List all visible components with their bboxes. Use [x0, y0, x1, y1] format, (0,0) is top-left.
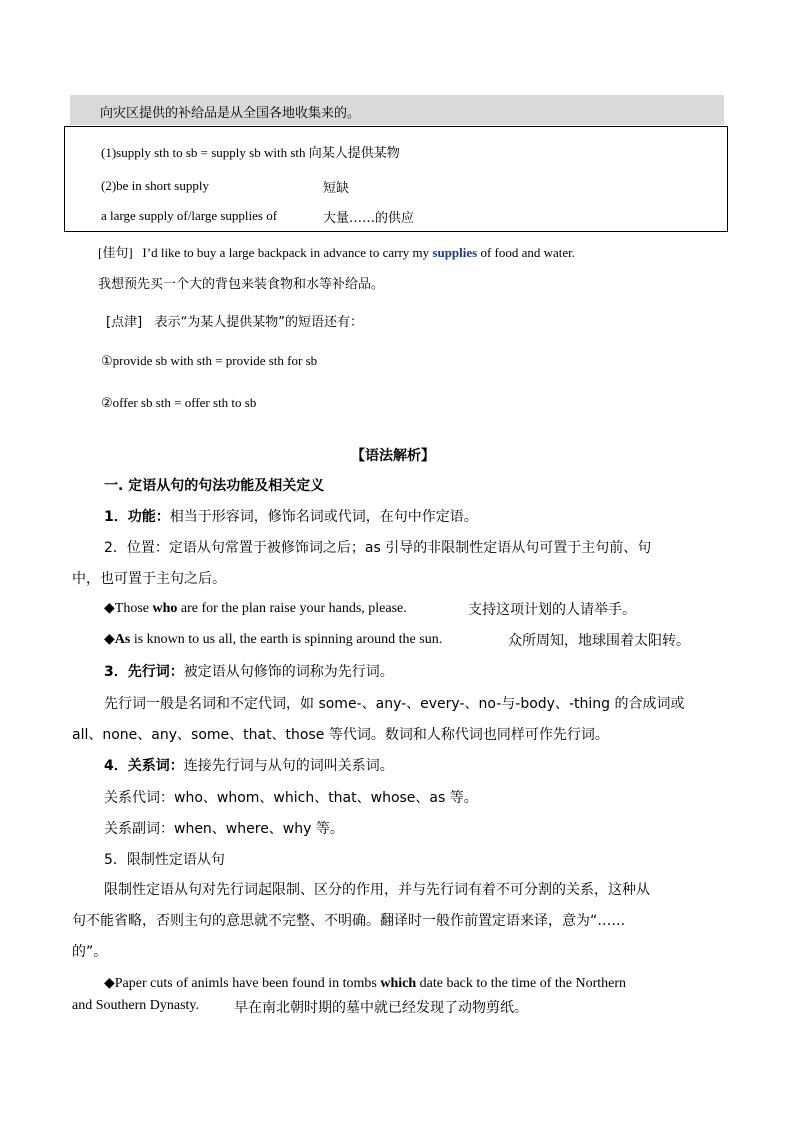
- point-5-line-1: 限制性定语从句对先行词起限制、区分的作用，并与先行词有着不可分割的关系，这种从: [104, 882, 650, 898]
- note-item-2: ②offer sb sth = offer sth to sb: [101, 395, 257, 410]
- phrase-line-2-cn: 短缺: [323, 181, 350, 196]
- example-en-after: of food and water.: [477, 245, 576, 260]
- phrase-line-2-en: (2)be in short supply: [101, 178, 209, 193]
- point-3-line-1: 先行词一般是名词和不定代词，如 some-、any-、every-、no-与-body、-thing 的合成词或: [104, 696, 685, 712]
- part1-title: 一. 定语从句的句法功能及相关定义: [104, 478, 325, 494]
- example-tag: [佳句]: [98, 245, 133, 260]
- note-item-1: ①provide sb with sth = provide sth for sb: [101, 353, 318, 368]
- point-1-label: 1．功能：: [104, 509, 170, 525]
- relative-adverbs: 关系副词：when、where、why 等。: [104, 821, 344, 837]
- example-as: [104, 631, 442, 648]
- point-2-line-1: 2．位置：定语从句常置于被修饰词之后；as 引导的非限制性定语从句可置于主句前、句: [104, 540, 652, 556]
- phrase-line-1: (1)supply sth to sb = supply sb with sth 向某人提供某物: [101, 145, 400, 160]
- point-4: [104, 755, 394, 775]
- ex2-post: is known to us all, the earth is spinning around the sun.: [130, 632, 443, 647]
- example-those-who: [104, 600, 407, 617]
- point-5-line-2: 句不能省略，否则主句的意思就不完整、不明确。翻译时一般作前置定语来译，意为“……: [72, 913, 626, 929]
- section-title: 【语法解析】: [351, 448, 435, 464]
- ex1-post: are for the plan raise your hands, please.: [177, 601, 407, 616]
- point-2-line-2: 中，也可置于主句之后。: [72, 571, 226, 587]
- example-paper-cuts-translation: 早在南北朝时期的墓中就已经发现了动物剪纸。: [234, 1000, 528, 1016]
- ex3-post: date back to the time of the Northern: [416, 976, 627, 991]
- point-1: [104, 506, 478, 526]
- point-3-line-2: all、none、any、some、that、those 等代词。数词和人称代词也同样可作先行词。: [72, 727, 609, 743]
- point-4-label: 4．关系词：: [104, 758, 184, 774]
- note-text: 表示“为某人提供某物”的短语还有：: [154, 315, 364, 330]
- phrase-line-3-cn: 大量……的供应: [323, 211, 415, 226]
- ex1-keyword: who: [152, 601, 178, 616]
- ex2-keyword: As: [114, 632, 131, 647]
- point-1-text: 相当于形容词，修饰名词或代词，在句中作定语。: [169, 509, 478, 525]
- note-line: [106, 311, 363, 330]
- ex2-translation: 众所周知，地球围着太阳转。: [508, 633, 690, 649]
- ex2-pre: ◆: [104, 632, 115, 647]
- ex1-pre: ◆Those: [104, 601, 153, 616]
- relative-pronouns: 关系代词：who、whom、which、that、whose、as 等。: [104, 790, 478, 806]
- note-tag: [点津]: [106, 315, 143, 330]
- example-paper-cuts-line-1: [104, 975, 626, 992]
- shaded-sentence: 向灾区提供的补给品是从全国各地收集来的。: [100, 106, 361, 121]
- point-5-line-3: 的”。: [72, 944, 108, 960]
- example-sentence: [98, 242, 575, 261]
- point-3-text: 被定语从句修饰的词称为先行词。: [183, 664, 394, 680]
- point-3: [104, 661, 394, 681]
- ex3-pre: ◆Paper cuts of animls have been found in tombs: [104, 976, 381, 991]
- point-5-title: 5．限制性定语从句: [104, 852, 225, 868]
- example-translation: 我想预先买一个大的背包来装食物和水等补给品。: [98, 277, 385, 292]
- example-en-before: I’d like to buy a large backpack in advance to carry my: [142, 245, 433, 260]
- point-3-label: 3．先行词：: [104, 664, 184, 680]
- example-paper-cuts-line-2-en: and Southern Dynasty.: [72, 998, 200, 1013]
- example-keyword: supplies: [432, 245, 478, 260]
- point-4-text: 连接先行词与从句的词叫关系词。: [183, 758, 394, 774]
- ex3-keyword: which: [380, 976, 417, 991]
- ex1-translation: 支持这项计划的人请举手。: [468, 602, 636, 618]
- phrase-line-3-en: a large supply of/large supplies of: [101, 208, 278, 223]
